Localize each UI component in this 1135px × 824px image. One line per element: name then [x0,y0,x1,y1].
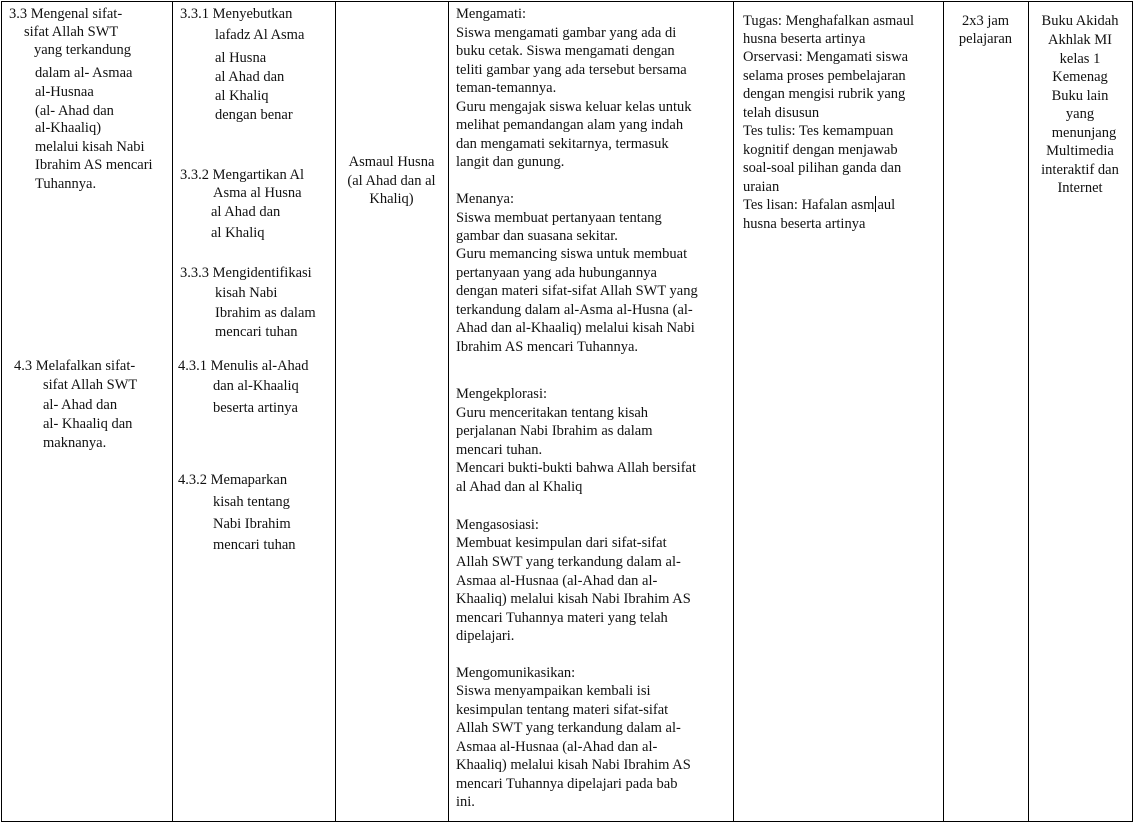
activity-line: Asmaa al-Husnaa (al-Ahad dan al- [456,739,658,755]
assessment-line: selama proses pembelajaran [743,68,906,84]
resource-line: interaktif dan [1041,162,1119,178]
kd-3-3-line: al-Khaaliq) [35,120,102,136]
assessment-line: dengan mengisi rubrik yang [743,86,906,102]
resource-line: Buku lain [1051,88,1109,104]
assessment-line: husna beserta artinya [743,31,866,47]
indicator-4-3-2-line: Nabi Ibrahim [213,516,291,532]
kd-3-3-line: (al- Ahad dan [35,103,114,119]
assessment-line: soal-soal pilihan ganda dan [743,160,902,176]
column-divider [335,2,336,821]
activity-line: terkandung dalam al-Asma al-Husna (al- [456,302,693,318]
assessment-line: husna beserta artinya [743,216,866,232]
activity-line: mencari Tuhannya materi yang telah [456,610,668,626]
kd-3-3-line: Ibrahim AS mencari [35,157,153,173]
resource-line: menunjang [1051,125,1117,141]
kd-3-3-line: melalui kisah Nabi [35,139,145,155]
indicator-3-3-3-line: kisah Nabi [215,285,278,301]
indicator-3-3-2-line: al Ahad dan [211,204,281,220]
activity-line: Membuat kesimpulan dari sifat-sifat [456,535,667,551]
activity-line: Guru memancing siswa untuk membuat [456,246,688,262]
kd-3-3-line: 3.3 Mengenal sifat- [9,6,123,22]
kd-4-3-line: maknanya. [43,435,107,451]
kd-3-3-line: al-Husnaa [35,84,94,100]
column-divider [943,2,944,821]
activity-line: Allah SWT yang terkandung dalam al- [456,554,681,570]
assessment-line: Tugas: Menghafalkan asmaul [743,13,915,29]
lesson-plan-table [1,1,1133,822]
activity-line: Guru menceritakan tentang kisah [456,405,649,421]
indicator-3-3-2-line: 3.3.2 Mengartikan Al [180,167,305,183]
indicator-3-3-1-line: 3.3.1 Menyebutkan [180,6,293,22]
activity-line: perjalanan Nabi Ibrahim as dalam [456,423,653,439]
column-divider [172,2,173,821]
indicator-3-3-1-line: al Husna [215,50,267,66]
kd-4-3-line: al- Khaaliq dan [43,416,133,432]
activity-line: Khaaliq) melalui kisah Nabi Ibrahim AS [456,757,691,773]
activity-line: Khaaliq) melalui kisah Nabi Ibrahim AS [456,591,691,607]
activity-line: dan mengamati sekitarnya, termasuk [456,136,669,152]
activity-line: Siswa membuat pertanyaan tentang [456,210,662,226]
indicator-3-3-3-line: Ibrahim as dalam [215,305,316,321]
activity-line: langit dan gunung. [456,154,565,170]
material-line: Khaliq) [369,191,414,207]
assessment-line: uraian [743,179,780,195]
indicator-4-3-2-line: 4.3.2 Memaparkan [178,472,288,488]
activity-line: Siswa mengamati gambar yang ada di [456,25,677,41]
activity-line: Ahad dan al-Khaaliq) melalui kisah Nabi [456,320,695,336]
activity-line: kesimpulan tentang materi sifat-sifat [456,702,669,718]
activity-line: pertanyaan yang ada hubungannya [456,265,657,281]
resource-line: Buku Akidah [1041,13,1119,29]
activity-line: teliti gambar yang ada tersebut bersama [456,62,687,78]
activity-line: Asmaa al-Husnaa (al-Ahad dan al- [456,573,658,589]
activity-line: buku cetak. Siswa mengamati dengan [456,43,675,59]
time-line: pelajaran [958,31,1013,47]
kd-3-3-line: Tuhannya. [35,176,97,192]
indicator-4-3-1-line: beserta artinya [213,400,298,416]
activity-heading: Menanya: [456,191,514,207]
assessment-line: Orservasi: Mengamati siswa [743,49,909,65]
indicator-4-3-1-line: dan al-Khaaliq [213,378,299,394]
activity-heading: Mengamati: [456,6,527,22]
kd-4-3-line: sifat Allah SWT [43,377,138,393]
assessment-oral-line [743,196,895,215]
activity-heading: Mengomunikasikan: [456,665,576,681]
indicator-3-3-3-line: 3.3.3 Mengidentifikasi [180,265,312,281]
indicator-4-3-1-line: 4.3.1 Menulis al-Ahad [178,358,309,374]
resource-line: Internet [1057,180,1103,196]
activity-line: dipelajari. [456,628,515,644]
activity-line: mencari Tuhannya dipelajari pada bab [456,776,678,792]
kd-4-3-line: 4.3 Melafalkan sifat- [14,358,136,374]
indicator-3-3-1-line: al Ahad dan [215,69,285,85]
indicator-3-3-2-line: Asma al Husna [213,185,302,201]
column-divider [448,2,449,821]
activity-line: gambar dan suasana sekitar. [456,228,618,244]
assessment-line: kognitif dengan menjawab [743,142,898,158]
kd-3-3-line: yang terkandung [34,42,132,58]
resource-line: yang [1065,106,1095,122]
activity-line: Guru mengajak siswa keluar kelas untuk [456,99,692,115]
activity-line: ini. [456,794,475,810]
activity-line: Mencari bukti-bukti bahwa Allah bersifat [456,460,696,476]
resource-line: kelas 1 [1059,51,1101,67]
kd-3-3-line: sifat Allah SWT [24,24,119,40]
assessment-line: Tes tulis: Tes kemampuan [743,123,894,139]
resource-line: Kemenag [1052,69,1108,85]
indicator-3-3-1-line: al Khaliq [215,88,269,104]
resource-line: Akhlak MI [1047,32,1113,48]
activity-line: Ibrahim AS mencari Tuhannya. [456,339,639,355]
kd-4-3-line: al- Ahad dan [43,397,118,413]
resource-line: Multimedia [1046,143,1114,159]
indicator-4-3-2-line: mencari tuhan [213,537,296,553]
activity-heading: Mengekplorasi: [456,386,548,402]
activity-line: dengan materi sifat-sifat Allah SWT yang [456,283,698,299]
activity-line: al Ahad dan al Khaliq [456,479,583,495]
assessment-oral-text: Tes lisan: Hafalan asm [743,197,875,213]
assessment-oral-text: aul [877,197,896,213]
activity-line: mencari tuhan. [456,442,543,458]
indicator-3-3-1-line: dengan benar [215,107,293,123]
kd-3-3-line: dalam al- Asmaa [35,65,133,81]
activity-line: Allah SWT yang terkandung dalam al- [456,720,681,736]
material-line: (al Ahad dan al [347,173,436,189]
indicator-3-3-1-line: lafadz Al Asma [215,27,305,43]
indicator-3-3-2-line: al Khaliq [211,225,265,241]
activity-line: teman-temannya. [456,80,557,96]
column-divider [1028,2,1029,821]
activity-line: Siswa menyampaikan kembali isi [456,683,651,699]
time-line: 2x3 jam [961,13,1010,29]
indicator-3-3-3-line: mencari tuhan [215,324,298,340]
activity-heading: Mengasosiasi: [456,517,539,533]
column-divider [733,2,734,821]
assessment-line: telah disusun [743,105,820,121]
indicator-4-3-2-line: kisah tentang [213,494,290,510]
activity-line: melihat pemandangan alam yang indah [456,117,684,133]
material-line: Asmaul Husna [348,154,435,170]
